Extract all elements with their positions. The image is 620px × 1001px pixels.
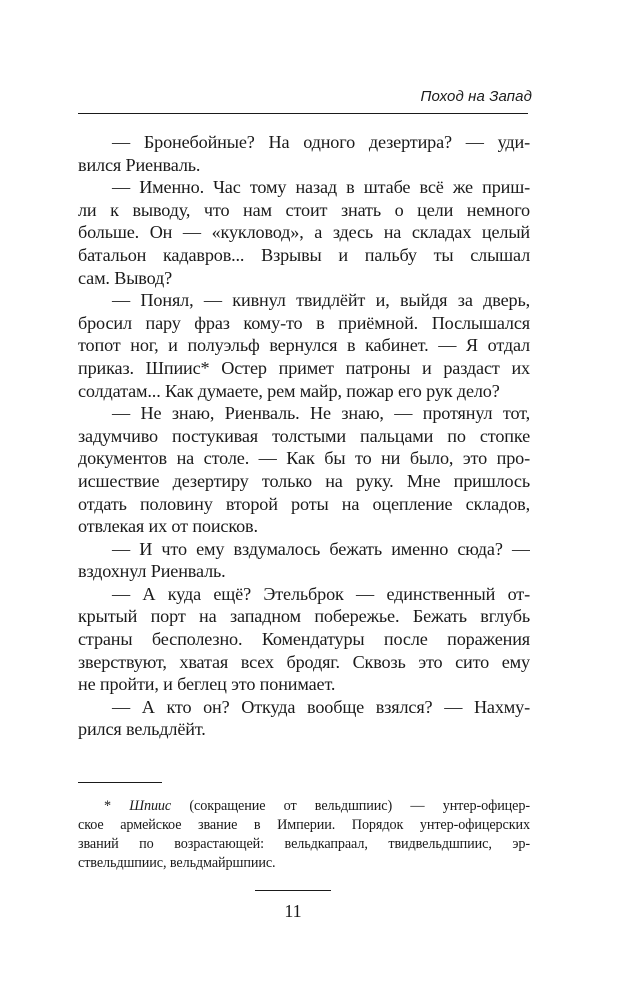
text-line: вился Риенваль.	[78, 154, 201, 175]
paragraph	[78, 131, 530, 176]
text-line: исшествие дезертиру только на руку. Мне пришлось	[78, 470, 530, 491]
header-rule	[78, 113, 528, 114]
text-line: зверствуют, хватая всех бродяг. Сквозь это сито ему	[78, 651, 530, 672]
text-line: — Именно. Час тому назад в штабе всё же приш-	[112, 177, 530, 198]
text-line: ли к выводу, что нам стоит знать о цели немного	[78, 199, 530, 220]
text-line: страны бесполезно. Комендатуры после поражения	[78, 629, 530, 650]
paragraph	[78, 289, 530, 402]
text-line: — А куда ещё? Этельброк — единственный от-	[112, 583, 530, 604]
text-line: — Понял, — кивнул твидлёйт и, выйдя за дверь,	[112, 290, 530, 311]
text-line: батальон кадавров... Взрывы и пальбу ты слышал	[78, 244, 530, 265]
footnote-line: ское армейское звание в Империи. Порядок унтер-офицерских	[78, 817, 530, 833]
footnote-marker: *	[104, 798, 130, 814]
text-line: отдать половину второй роты на оцепление складов,	[78, 493, 530, 514]
text-line: задумчиво постукивая толстыми пальцами по стопке	[78, 425, 530, 446]
paragraph	[78, 176, 530, 289]
paragraph	[78, 583, 530, 696]
body-text	[78, 131, 530, 741]
page-number-rule	[255, 890, 331, 891]
text-line: не пройти, и беглец это понимает.	[78, 674, 336, 695]
running-head: Поход на Запад	[420, 88, 532, 105]
paragraph	[78, 696, 530, 741]
footnote-text: (сокращение от вельдшпиис) — унтер-офицер-	[171, 798, 530, 814]
text-line: приказ. Шпиис* Остер примет патроны и раздаст их	[78, 357, 530, 378]
paragraph	[78, 538, 530, 583]
page-number: 11	[284, 901, 302, 921]
paragraph	[78, 402, 530, 538]
text-line: топот ног, и полуэльф вернулся в кабинет. — Я отдал	[78, 335, 530, 356]
footnote-line: званий по возрастающей: вельдкапраал, твидвельдшпиис, эр-	[78, 836, 530, 852]
text-line: — Не знаю, Риенваль. Не знаю, — протянул тот,	[112, 403, 530, 424]
text-line: крытый порт на западном побережье. Бежать вглубь	[78, 606, 530, 627]
text-line: бросил пару фраз кому-то в приёмной. Послышался	[78, 312, 530, 333]
text-line: больше. Он — «кукловод», а здесь на складах целый	[78, 222, 530, 243]
footnote-line	[78, 797, 530, 816]
text-line: сам. Вывод?	[78, 267, 173, 288]
text-line: — И что ему вздумалось бежать именно сюда? —	[112, 538, 530, 559]
text-line: солдатам... Как думаете, рем майр, пожар его рук дело?	[78, 380, 500, 401]
text-line: рился вельдлёйт.	[78, 719, 206, 740]
text-line: отвлекая их от поисков.	[78, 516, 258, 537]
footnote-rule	[78, 782, 162, 783]
footnote-term: Шпиис	[129, 798, 172, 814]
footnote-line: ствельдшпиис, вельдмайршпиис.	[78, 855, 276, 871]
text-line: вздохнул Риенваль.	[78, 561, 226, 582]
text-line: — А кто он? Откуда вообще взялся? — Нахму-	[112, 696, 530, 717]
text-line: — Бронебойные? На одного дезертира? — уди-	[112, 132, 530, 152]
footnote	[78, 797, 530, 873]
text-line: документов на столе. — Как бы то ни было, это про-	[78, 448, 530, 469]
